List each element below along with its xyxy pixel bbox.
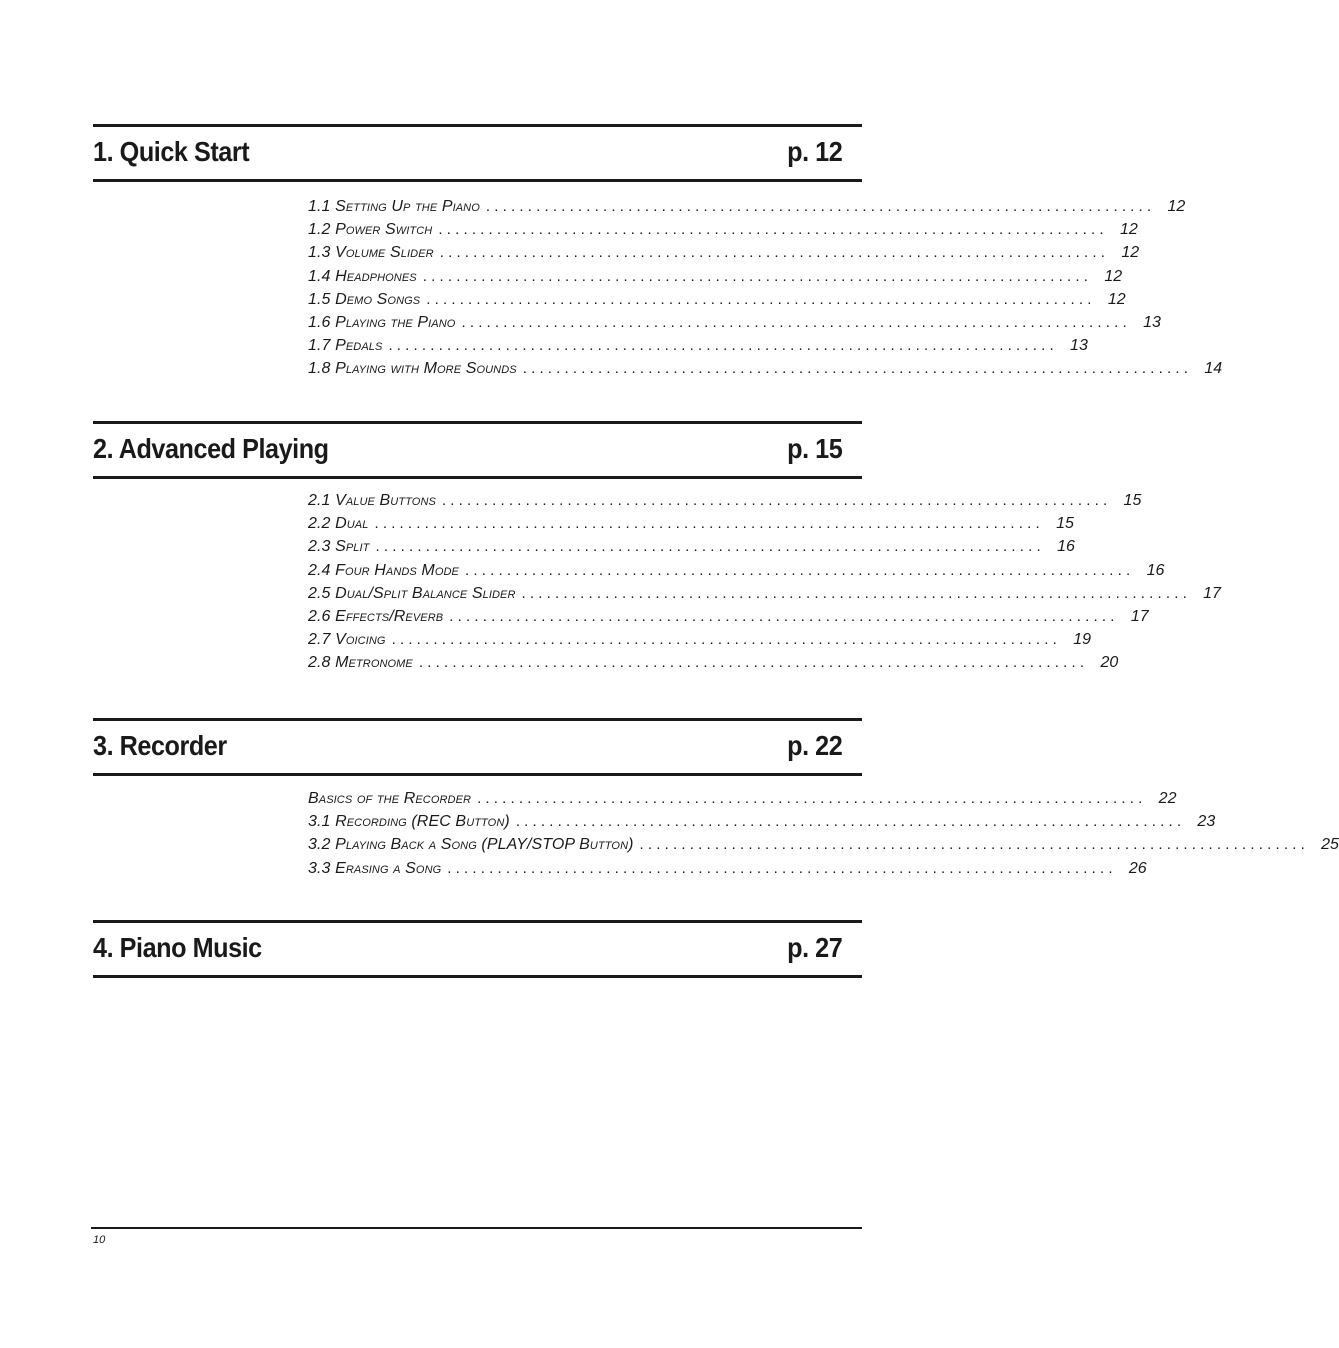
toc-entry-page: 17 [1130,607,1149,625]
toc-entry-page: 16 [1146,561,1165,579]
toc-entry-page: 26 [1128,859,1147,877]
toc-section-recorder [93,718,1339,877]
dot-leader: ................................................................................ [461,313,1131,331]
toc-entry[interactable] [308,288,1126,311]
dot-leader: ................................................................................ [438,221,1108,239]
toc-entry-label: 1.6 Playing the Piano [308,313,456,331]
toc-entry-list [308,489,1221,675]
dot-leader: ................................................................................ [426,290,1096,308]
toc-entry-label: 3.2 Playing Back a Song (PLAY/STOP Button) [308,836,634,854]
toc-entry-page: 20 [1100,654,1119,672]
toc-entry-label: 2.3 Split [308,538,370,556]
section-title: 1. Quick Start [93,136,250,167]
section-page: p. 22 [786,730,842,761]
toc-section-piano-music [93,920,862,978]
toc-entry-label: 1.2 Power Switch [308,221,433,239]
toc-entry-page: 19 [1073,631,1091,649]
toc-entry-page: 25 [1321,836,1339,854]
toc-entry-label: 2.6 Effects/Reverb [308,607,444,625]
toc-entry[interactable] [308,535,1075,558]
section-header [93,421,862,479]
dot-leader: ................................................................................ [374,515,1044,533]
dot-leader: ................................................................................ [485,198,1156,215]
toc-entry-page: 12 [1167,198,1186,215]
dot-leader: ................................................................................ [477,790,1147,807]
dot-leader: ................................................................................ [388,337,1058,355]
toc-entry-label: 1.3 Volume Slider [308,244,434,262]
toc-entry-page: 13 [1070,337,1088,355]
section-title: 2. Advanced Playing [93,433,329,464]
toc-entry[interactable] [308,810,1216,833]
dot-leader: ................................................................................ [439,244,1110,262]
toc-entry-page: 23 [1197,813,1216,831]
toc-entry[interactable] [308,512,1074,535]
toc-entry-label: 3.1 Recording (REC Button) [308,813,510,831]
dot-leader: ................................................................................ [422,267,1093,285]
toc-entry-label: 1.4 Headphones [308,267,417,285]
toc-entry-page: 13 [1143,313,1161,331]
section-header [93,718,862,776]
footer-page-number: 10 [93,1234,106,1246]
toc-entry-label: 1.7 Pedals [308,337,383,355]
dot-leader: ................................................................................ [639,836,1309,854]
section-title: 3. Recorder [93,730,227,761]
toc-entry-page: 14 [1204,360,1223,378]
toc-entry-label: 2.8 Metronome [308,654,413,672]
dot-leader: ................................................................................ [418,654,1089,672]
toc-entry-page: 15 [1123,492,1142,509]
dot-leader: ................................................................................ [391,631,1061,649]
toc-entry-page: 16 [1057,538,1075,556]
toc-entry-list [308,787,1339,880]
toc-section-advanced-playing [93,421,1221,672]
toc-entry-page: 15 [1056,515,1074,533]
dot-leader: ................................................................................ [522,360,1193,378]
toc-entry-page: 17 [1203,584,1221,602]
toc-section-quick-start [93,124,1223,378]
toc-entry-label: 2.2 Dual [308,515,369,533]
toc-entry[interactable] [308,311,1161,334]
toc-entry[interactable] [308,195,1186,218]
section-header [93,920,862,978]
toc-entry-label: Basics of the Recorder [308,790,472,807]
dot-leader: ................................................................................ [441,492,1112,509]
toc-entry-label: 3.3 Erasing a Song [308,859,442,877]
toc-entry-label: 2.1 Value Buttons [308,492,436,509]
toc-entry[interactable] [308,559,1165,582]
toc-entry[interactable] [308,857,1147,880]
toc-entry-page: 22 [1158,790,1177,807]
toc-entry-label: 2.7 Voicing [308,631,386,649]
toc-entry[interactable] [308,357,1223,380]
dot-leader: ................................................................................ [464,561,1135,579]
dot-leader: ................................................................................ [515,813,1186,831]
toc-entry[interactable] [308,833,1339,856]
toc-entry-label: 2.4 Four Hands Mode [308,561,459,579]
toc-entry[interactable] [308,265,1123,288]
section-header [93,124,862,182]
footer-rule [91,1227,862,1229]
toc-entry[interactable] [308,582,1221,605]
section-title: 4. Piano Music [93,932,262,963]
toc-entry[interactable] [308,334,1088,357]
dot-leader: ................................................................................ [449,607,1119,625]
toc-entry-page: 12 [1119,221,1138,239]
toc-entry[interactable] [308,218,1138,241]
toc-entry[interactable] [308,489,1142,512]
dot-leader: ................................................................................ [447,859,1117,877]
section-page: p. 12 [786,136,842,167]
toc-entry-label: 1.8 Playing with More Sounds [308,360,517,378]
section-page: p. 15 [786,433,842,464]
toc-entry[interactable] [308,651,1119,674]
toc-entry-label: 2.5 Dual/Split Balance Slider [308,584,516,602]
dot-leader: ................................................................................ [375,538,1045,556]
toc-entry-label: 1.1 Setting Up the Piano [308,198,480,215]
toc-entry-page: 12 [1107,290,1126,308]
toc-entry[interactable] [308,605,1149,628]
toc-entry[interactable] [308,628,1091,651]
toc-entry[interactable] [308,241,1140,264]
toc-entry-list [308,195,1223,381]
toc-entry[interactable] [308,787,1177,810]
toc-entry-label: 1.5 Demo Songs [308,290,421,308]
dot-leader: ................................................................................ [521,584,1191,602]
toc-entry-page: 12 [1104,267,1123,285]
toc-entry-page: 12 [1121,244,1140,262]
section-page: p. 27 [786,932,842,963]
